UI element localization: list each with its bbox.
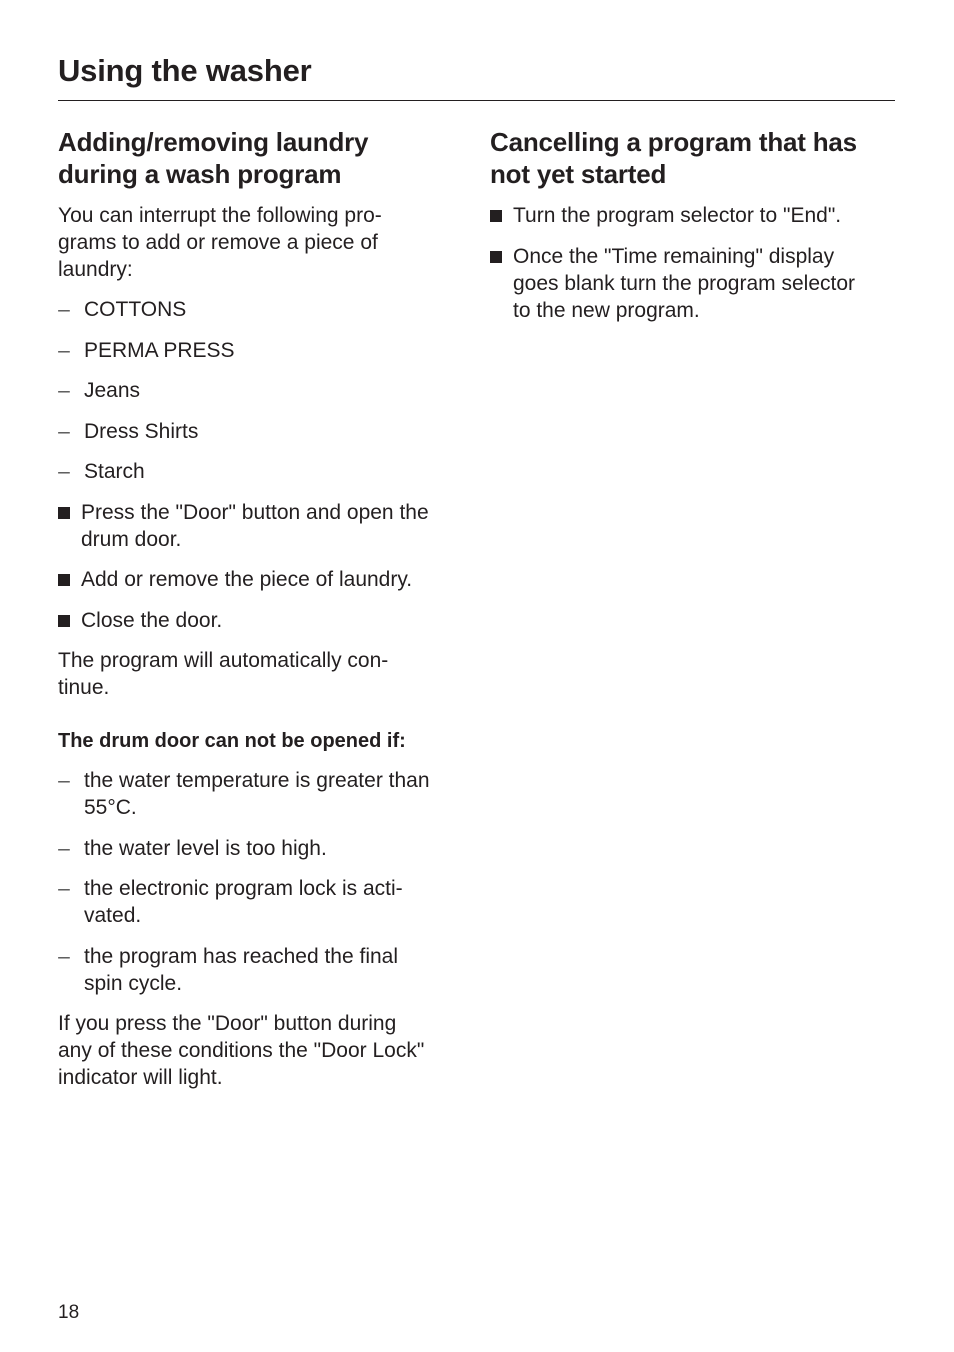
dash-bullet-icon: – <box>58 460 70 483</box>
dash-bullet-icon: – <box>58 769 70 792</box>
heading-line: not yet started <box>490 159 667 189</box>
list-item <box>58 835 468 862</box>
dash-bullet-icon: – <box>58 944 70 968</box>
list-item <box>58 337 468 364</box>
heading-line: Adding/removing laundry <box>58 127 369 157</box>
condition-list <box>58 767 468 997</box>
section-heading-adding-removing <box>58 126 468 190</box>
section-heading-cancelling <box>490 126 900 190</box>
list-item <box>58 607 468 634</box>
list-item <box>58 458 468 485</box>
square-bullet-icon <box>58 574 70 586</box>
program-name: Jeans <box>84 379 141 402</box>
step-text: Add or remove the piece of laundry. <box>81 568 413 591</box>
square-bullet-icon <box>490 210 502 222</box>
dash-bullet-icon: – <box>58 836 70 860</box>
dash-bullet-icon: – <box>58 877 70 900</box>
list-item <box>58 566 468 593</box>
left-column <box>58 126 468 1104</box>
closing-paragraph: If you press the "Door" button during any of these conditions the "Door Lock" indicator will light. <box>58 1012 425 1089</box>
cancel-step-list <box>490 202 900 324</box>
dash-bullet-icon: – <box>58 379 70 402</box>
condition-text: the water level is too high. <box>84 836 327 860</box>
list-item <box>58 377 468 404</box>
list-item: Once the "Time remaining" display goes blank turn the program selector to the new program. <box>490 243 900 324</box>
program-name: PERMA PRESS <box>84 338 235 362</box>
title-divider <box>58 100 895 101</box>
right-column <box>490 126 900 337</box>
intro-paragraph: You can interrupt the following pro- grams to add or remove a piece of laundry: <box>58 204 382 281</box>
step-list <box>58 499 468 634</box>
square-bullet-icon <box>58 507 70 519</box>
list-item <box>58 296 468 323</box>
program-list <box>58 296 468 485</box>
dash-bullet-icon: – <box>58 338 70 362</box>
door-condition-subheading: The drum door can not be opened if: <box>58 730 406 752</box>
list-item <box>58 418 468 445</box>
step-text: Close the door. <box>81 608 223 632</box>
list-item: – the water temperature is greater than 55°C. <box>58 769 430 819</box>
heading-line: during a wash program <box>58 159 342 189</box>
step-text: Turn the program selector to "End". <box>513 204 842 227</box>
square-bullet-icon <box>490 251 502 263</box>
square-bullet-icon <box>58 615 70 627</box>
page-number: 18 <box>58 1302 80 1323</box>
dash-bullet-icon: – <box>58 298 70 321</box>
heading-line: Cancelling a program that has <box>490 127 857 157</box>
list-item: Press the "Door" button and open the drum door. <box>58 499 468 553</box>
list-item: – the electronic program lock is acti- vated. <box>58 877 403 927</box>
continue-paragraph: The program will automatically con- tinue. <box>58 649 389 699</box>
page-title: Using the washer <box>58 53 312 88</box>
dash-bullet-icon: – <box>58 419 70 443</box>
list-item <box>490 202 900 229</box>
program-name: Dress Shirts <box>84 419 199 443</box>
program-name: Starch <box>84 460 145 483</box>
list-item: – the program has reached the final spin cycle. <box>58 944 399 995</box>
program-name: COTTONS <box>84 298 187 321</box>
